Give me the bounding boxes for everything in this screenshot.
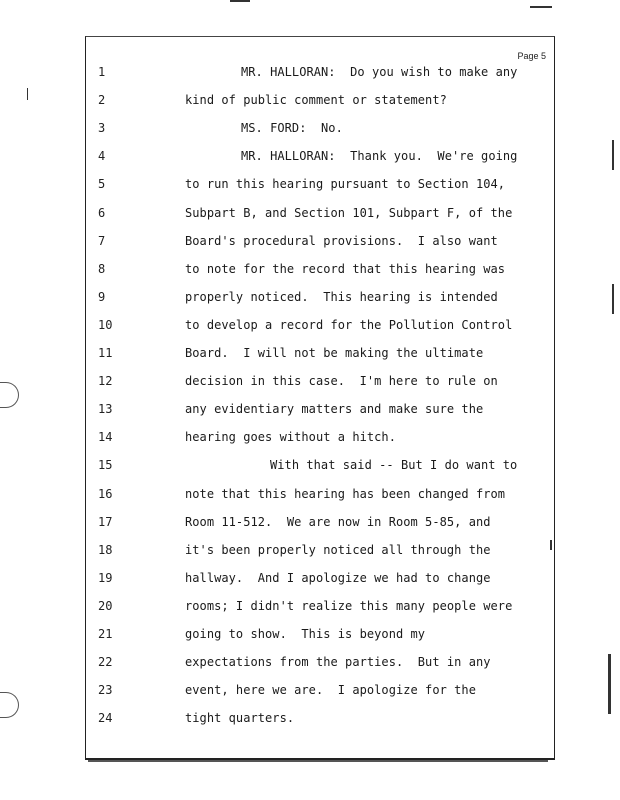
transcript-line bbox=[0, 567, 620, 589]
line-number: 11 bbox=[98, 346, 113, 360]
line-text: decision in this case. I'm here to rule on bbox=[185, 374, 498, 389]
transcript-line bbox=[0, 230, 620, 252]
line-text: any evidentiary matters and make sure the bbox=[185, 402, 484, 417]
transcript-line bbox=[0, 398, 620, 420]
scan-mark bbox=[608, 654, 611, 714]
line-number: 12 bbox=[98, 374, 113, 389]
line-number: 19 bbox=[98, 570, 113, 585]
line-text: Board's procedural provisions. I also want bbox=[185, 233, 498, 248]
line-text: Board. I will not be making the ultimate bbox=[185, 346, 484, 360]
line-text: hearing goes without a hitch. bbox=[185, 430, 396, 445]
line-text: MS. FORD: No. bbox=[241, 121, 343, 136]
line-number: 13 bbox=[98, 402, 113, 417]
transcript-line bbox=[0, 454, 620, 476]
line-number: 3 bbox=[98, 121, 106, 136]
transcript-line bbox=[0, 173, 620, 195]
line-text: tight quarters. bbox=[185, 711, 295, 726]
line-number: 16 bbox=[98, 486, 113, 501]
scan-mark bbox=[27, 88, 28, 100]
line-text: it's been properly noticed all through the bbox=[185, 542, 491, 557]
line-text: to develop a record for the Pollution Control bbox=[185, 317, 513, 332]
transcript-line bbox=[0, 679, 620, 701]
line-number: 6 bbox=[98, 205, 106, 220]
line-number: 10 bbox=[98, 317, 113, 332]
transcript-line bbox=[0, 651, 620, 673]
line-number: 1 bbox=[98, 65, 106, 79]
line-text: properly noticed. This hearing is intended bbox=[185, 289, 498, 304]
transcript-line bbox=[0, 483, 620, 505]
line-number: 24 bbox=[98, 711, 113, 726]
line-text: note that this hearing has been changed from bbox=[185, 486, 506, 501]
transcript-line bbox=[0, 426, 620, 448]
transcript-line bbox=[0, 258, 620, 280]
line-text: kind of public comment or statement? bbox=[185, 93, 447, 108]
line-number: 20 bbox=[98, 598, 113, 613]
scan-mark bbox=[530, 6, 552, 8]
scan-mark bbox=[230, 0, 250, 2]
scan-mark bbox=[550, 540, 552, 550]
transcript-line bbox=[0, 61, 620, 83]
line-number: 18 bbox=[98, 542, 113, 557]
line-number: 17 bbox=[98, 514, 113, 529]
transcript-line bbox=[0, 117, 620, 139]
line-number: 21 bbox=[98, 627, 113, 641]
line-text: With that said -- But I do want to bbox=[270, 458, 518, 473]
transcript-line bbox=[0, 314, 620, 336]
transcript-line bbox=[0, 202, 620, 224]
line-number: 9 bbox=[98, 289, 106, 304]
line-text: going to show. This is beyond my bbox=[185, 627, 426, 641]
line-text: hallway. And I apologize we had to change bbox=[185, 570, 491, 585]
line-number: 5 bbox=[98, 177, 106, 192]
line-text: event, here we are. I apologize for the bbox=[185, 683, 476, 698]
transcript-line bbox=[0, 595, 620, 617]
transcript-line bbox=[0, 286, 620, 308]
line-number: 7 bbox=[98, 233, 106, 248]
transcript-line bbox=[0, 342, 620, 364]
line-text: MR. HALLORAN: Thank you. We're going bbox=[241, 149, 518, 164]
transcript-line bbox=[0, 145, 620, 167]
line-text: Room 11-512. We are now in Room 5-85, and bbox=[185, 514, 491, 529]
transcript-line bbox=[0, 623, 620, 645]
line-text: Subpart B, and Section 101, Subpart F, of the bbox=[185, 205, 513, 220]
line-number: 14 bbox=[98, 430, 113, 445]
scan-mark bbox=[612, 140, 614, 170]
transcript-line bbox=[0, 89, 620, 111]
line-number: 22 bbox=[98, 655, 113, 670]
transcript-line bbox=[0, 370, 620, 392]
line-number: 23 bbox=[98, 683, 113, 698]
line-number: 8 bbox=[98, 261, 106, 276]
line-text: expectations from the parties. But in any bbox=[185, 655, 491, 670]
line-text: to run this hearing pursuant to Section 104, bbox=[185, 177, 506, 192]
line-number: 2 bbox=[98, 93, 106, 108]
scan-mark bbox=[612, 284, 614, 314]
line-number: 15 bbox=[98, 458, 113, 473]
transcript-line bbox=[0, 707, 620, 729]
scan-bottom-shadow bbox=[88, 760, 548, 762]
line-text: MR. HALLORAN: Do you wish to make any bbox=[241, 65, 518, 79]
line-text: to note for the record that this hearing was bbox=[185, 261, 506, 276]
transcript-line bbox=[0, 511, 620, 533]
line-text: rooms; I didn't realize this many people were bbox=[185, 598, 513, 613]
line-number: 4 bbox=[98, 149, 106, 164]
transcript-line bbox=[0, 539, 620, 561]
page-number-label: Page 5 bbox=[517, 51, 546, 61]
